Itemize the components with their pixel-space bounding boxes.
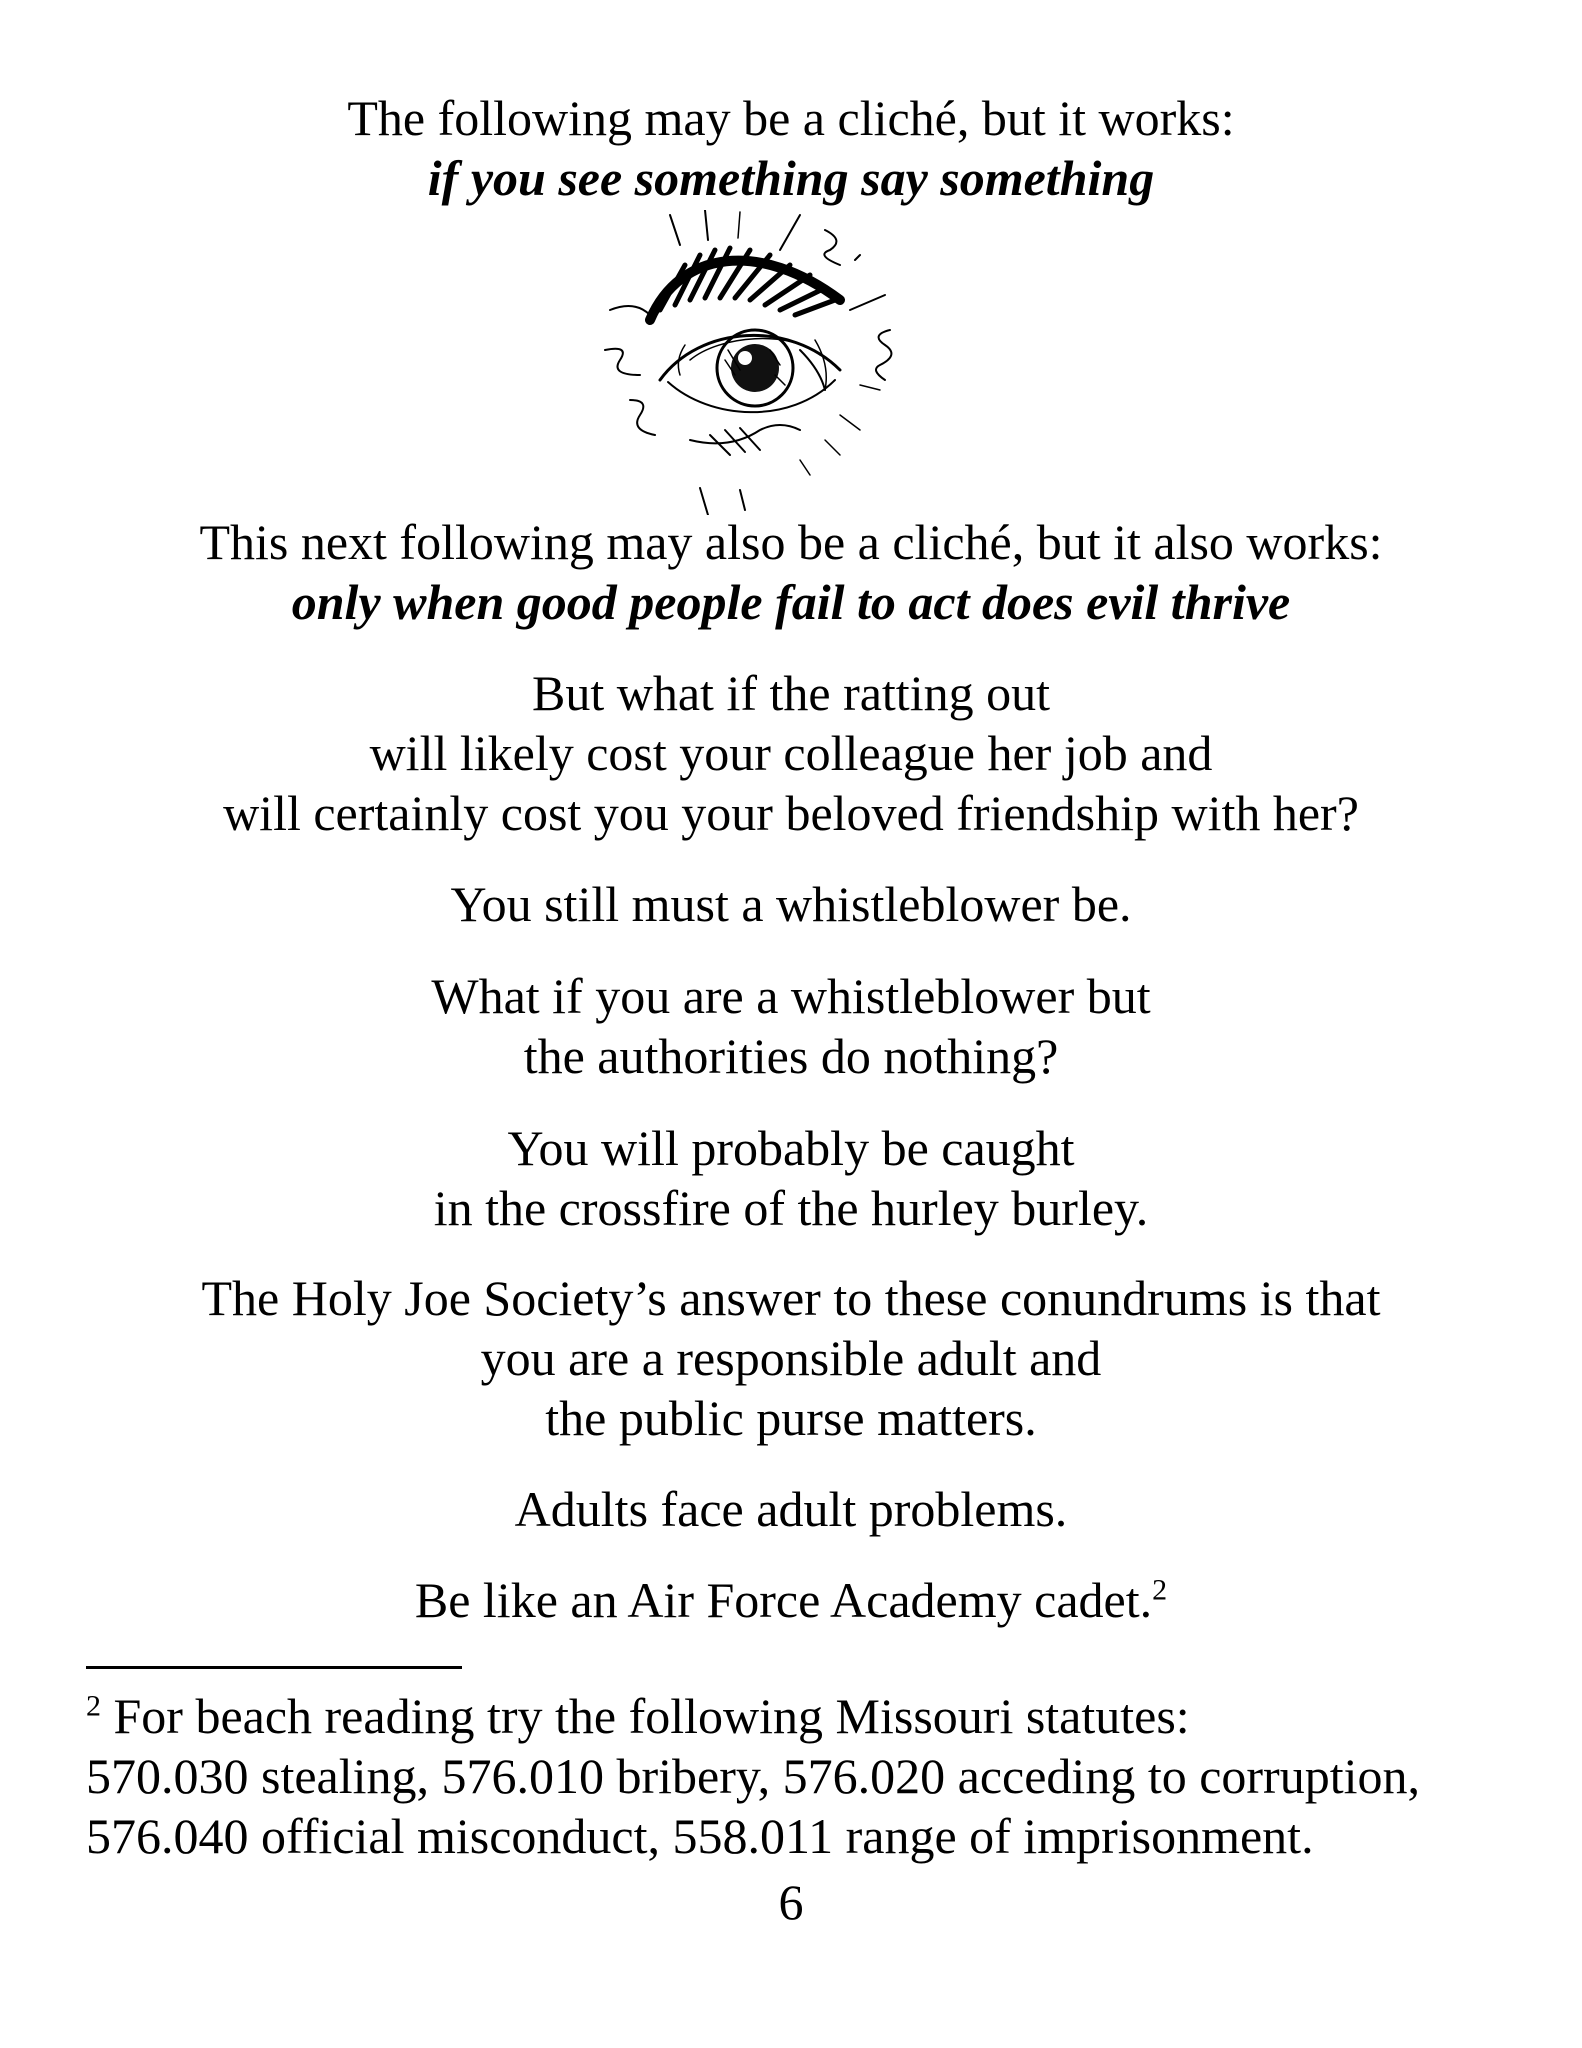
- text-line: The Holy Joe Society’s answer to these conundrums is that: [201, 1270, 1381, 1326]
- cadet-text: Be like an Air Force Academy cadet.: [414, 1572, 1153, 1628]
- text-line: What if you are a whistleblower but: [431, 968, 1151, 1024]
- text-line: But what if the ratting out: [532, 665, 1050, 721]
- footnote: [86, 1686, 1526, 1866]
- answer-2: [0, 1118, 1582, 1238]
- text-line: will certainly cost you your beloved friendship with her?: [223, 785, 1359, 841]
- question-1: [0, 663, 1582, 843]
- footnote-line: [86, 1686, 1526, 1746]
- society-answer: [0, 1268, 1582, 1448]
- text-line: the authorities do nothing?: [523, 1028, 1059, 1084]
- page-number: 6: [778, 1874, 804, 1930]
- text-line: You will probably be caught: [507, 1120, 1075, 1176]
- intro-2-line: This next following may also be a cliché, but it also works:: [199, 514, 1383, 570]
- footnote-marker: 2: [86, 1689, 101, 1723]
- footnote-reference[interactable]: 2: [1152, 1573, 1168, 1607]
- footnote-line: 570.030 stealing, 576.010 bribery, 576.020 acceding to corruption,: [86, 1748, 1420, 1804]
- text-line: you are a responsible adult and: [480, 1330, 1102, 1386]
- footnote-separator: [86, 1666, 462, 1669]
- eye-sketch-icon: [590, 210, 950, 515]
- text-line: the public purse matters.: [545, 1390, 1037, 1446]
- adults-statement: [0, 1479, 1582, 1539]
- footnote-line: 576.040 official misconduct, 558.011 range of imprisonment.: [86, 1808, 1314, 1864]
- answer-1: [0, 874, 1582, 934]
- cadet-statement: [0, 1570, 1582, 1630]
- intro-cliche-1: [0, 88, 1582, 208]
- intro-2-slogan: only when good people fail to act does evil thrive: [291, 574, 1291, 630]
- cadet-line: [0, 1570, 1582, 1630]
- text-line: in the crossfire of the hurley burley.: [433, 1180, 1149, 1236]
- question-2: [0, 966, 1582, 1086]
- text-line: You still must a whistleblower be.: [450, 876, 1132, 932]
- intro-1-slogan: if you see something say something: [427, 150, 1155, 206]
- text-line: Adults face adult problems.: [514, 1481, 1068, 1537]
- footnote-text: For beach reading try the following Missouri statutes:: [101, 1688, 1190, 1744]
- text-line: will likely cost your colleague her job and: [369, 725, 1213, 781]
- intro-cliche-2: [0, 512, 1582, 632]
- intro-1-line: The following may be a cliché, but it works:: [347, 90, 1235, 146]
